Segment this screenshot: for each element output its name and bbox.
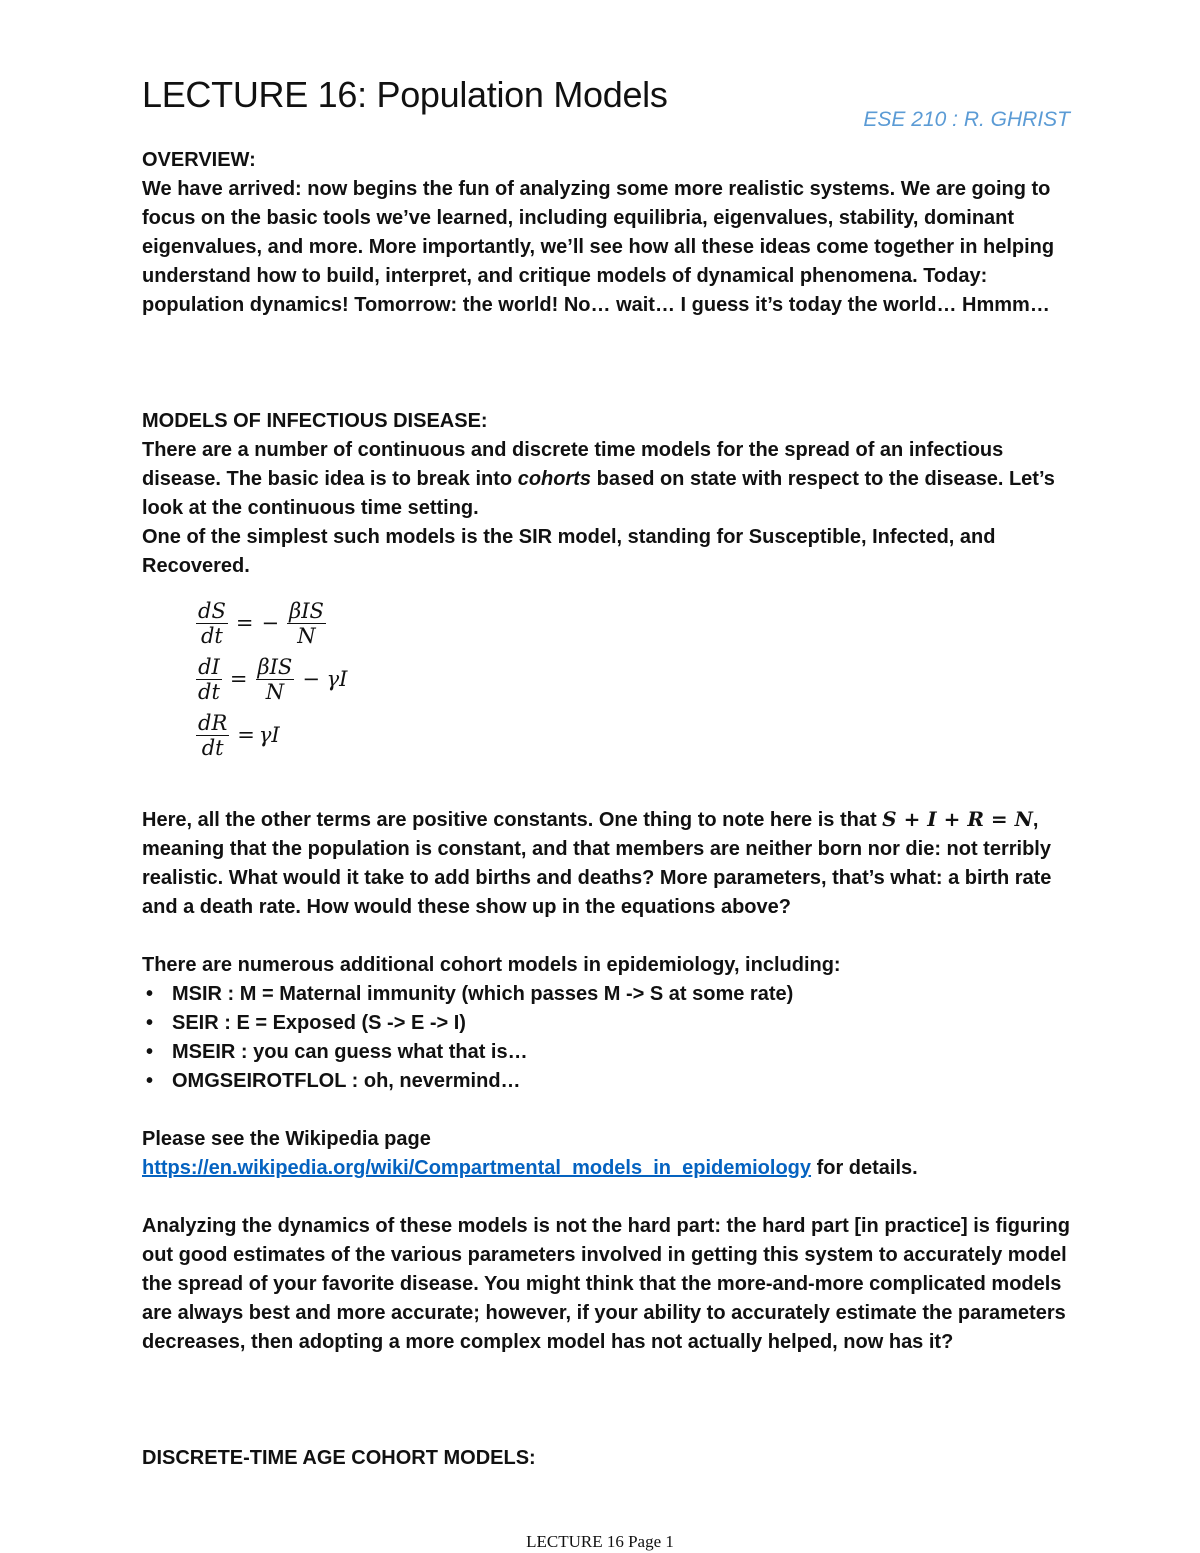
eq3-lhs-num: dR <box>198 711 228 735</box>
list-item: • MSIR : M = Maternal immunity (which passes M -> S at some rate) <box>172 980 1082 1009</box>
discrete-heading: DISCRETE-TIME AGE COHORT MODELS: <box>142 1447 536 1469</box>
eq2-lhs-den: dt <box>198 680 220 704</box>
equation-di-dt <box>192 655 347 704</box>
here-text-after: , meaning that the population is constant, and that members are neither born nor die: not terribly realistic. What would it take to add births and deaths? More parameters, that’s what: a birth rate and a death rate. How would these show up in the equations above? <box>142 809 1052 918</box>
constants-paragraph <box>142 805 1082 922</box>
footer-number: 16 <box>606 1532 624 1551</box>
list-item: • OMGSEIROTFLOL : oh, nevermind… <box>172 1067 1082 1096</box>
footer-page: Page 1 <box>628 1532 674 1551</box>
population-identity: S + I + R = N <box>882 807 1033 831</box>
eq3-rhs: γI <box>258 723 280 747</box>
document-body <box>142 146 1082 1473</box>
page-title: LECTURE 16: Population Models <box>142 74 668 115</box>
eq1-rhs-den: N <box>297 624 316 648</box>
cohorts-emphasis: cohorts <box>517 468 592 490</box>
sir-equations <box>192 599 1082 771</box>
eq3-equals: = <box>237 723 255 747</box>
eq2-lhs-num: dI <box>198 655 220 679</box>
intro-text-before: There are a number of continuous and discrete time models for the spread of an infectious disease. The basic idea is to break into <box>142 439 1004 490</box>
intro-text-after: based on state with respect to the disease. Let’s look at the continuous time setting. <box>142 468 1055 519</box>
wikipedia-link[interactable]: https://en.wikipedia.org/wiki/Compartmental_models_in_epidemiology <box>142 1157 812 1179</box>
eq3-lhs-den: dt <box>201 736 224 760</box>
page-footer <box>0 1532 1200 1552</box>
eq2-equals: = <box>229 667 248 691</box>
wikipedia-after: for details. <box>811 1157 918 1179</box>
eq2-rhs-num: βIS <box>257 655 293 679</box>
list-item: • MSEIR : you can guess what that is… <box>172 1038 1082 1067</box>
list-item: • SEIR : E = Exposed (S -> E -> I) <box>172 1009 1082 1038</box>
footer-label: LECTURE <box>526 1532 603 1551</box>
eq2-rhs-den: N <box>265 680 285 704</box>
wikipedia-intro: Please see the Wikipedia page <box>142 1128 431 1150</box>
wikipedia-line <box>142 1154 1082 1183</box>
eq2-tail: − γI <box>302 667 348 691</box>
infectious-heading: MODELS OF INFECTIOUS DISEASE: <box>142 410 488 432</box>
infectious-intro-paragraph <box>142 436 1082 523</box>
eq1-minus: − <box>261 611 280 635</box>
cohort-model-list <box>142 980 1082 1096</box>
overview-paragraph: We have arrived: now begins the fun of analyzing some more realistic systems. We are going to focus on the basic tools we’ve learned, including equilibria, eigenvalues, stability, dominant eigenvalues, and more. More importantly, we’ll see how all these ideas come together in helping understand how to build, interpret, and critique models of dynamical phenomena. Today: population dynamics! Tomorrow: the world! No… wait… I guess it’s today the world… Hmmm… <box>142 178 1055 316</box>
here-text-before: Here, all the other terms are positive constants. One thing to note here is that <box>142 809 883 831</box>
sir-intro-paragraph: One of the simplest such models is the SIR model, standing for Susceptible, Infected, and Recovered. <box>142 526 996 577</box>
course-label: ESE 210 : R. GHRIST <box>863 108 1070 131</box>
eq1-lhs-den: dt <box>200 624 223 648</box>
eq1-rhs-num: βIS <box>289 599 324 623</box>
equation-ds-dt <box>192 599 330 648</box>
analysis-paragraph: Analyzing the dynamics of these models is not the hard part: the hard part [in practice] is figuring out good estimates of the various parameters involved in getting this system to accurately model the spread of your favorite disease. You might think that the more-and-more complicated models are always best and more accurate; however, if your ability to accurately estimate the parameters decreases, then adopting a more complex model has not actually helped, now has it? <box>142 1215 1070 1353</box>
eq1-equals: = <box>235 611 254 635</box>
overview-heading: OVERVIEW: <box>142 149 256 171</box>
cohort-intro: There are numerous additional cohort models in epidemiology, including: <box>142 954 841 976</box>
eq1-lhs-num: dS <box>198 599 226 623</box>
equation-dr-dt <box>192 711 280 760</box>
